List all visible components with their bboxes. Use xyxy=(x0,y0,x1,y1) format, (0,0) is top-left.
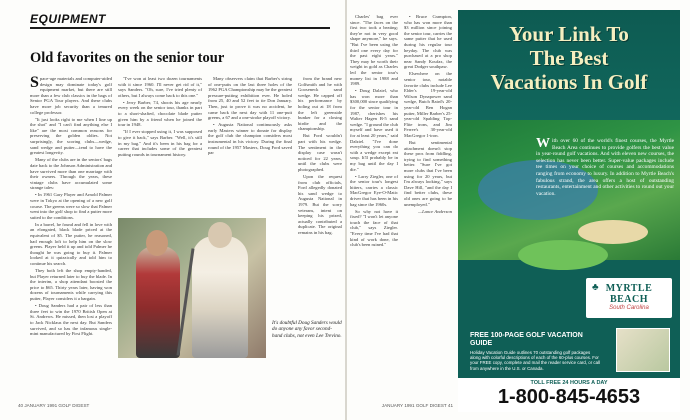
paragraph: • Doug Dalziel, who has won more than $300,000 since qualifying for the senior tour in 1987, cherishes his Walter Hagen B-5 sand wedge. "I ground the club myself and have used it for at least 20 years," said Dalziel. "I've done everything you can do with a wedge except eat soup. It'll probably be in my bag until the day I die." xyxy=(350,88,398,172)
putting-green xyxy=(518,240,608,270)
paragraph: • Larry Ziegler, one of the senior tour's longest hitters, carries a classic MacGregor Eye-O-Matic driver that has been in his bag since the 1960s. xyxy=(350,173,398,207)
toll-free-label: TOLL FREE 24 HOURS A DAY xyxy=(530,380,608,386)
paragraph: • Bruce Crampton, who has won more than $3 million since joining the senior tour, carries the same putter that he used during his regular tour heyday. The club was purchased at a pro shop near Sandy Koufax, the great Dodger southpaw. xyxy=(404,14,452,70)
photo-caption: It's doubtful Doug Sanders would do anyone any favor second-hand clubs, not even Lee Trevino. xyxy=(272,320,342,339)
phone-number[interactable]: 1-800-845-4653 xyxy=(497,386,641,408)
section-label: EQUIPMENT xyxy=(30,12,106,26)
golfers-photo xyxy=(118,218,266,358)
right-column-1 xyxy=(350,14,398,399)
paragraph: "It just looks right to me when I line up the shot" and "I can't find anything else I like" are the most common reasons for preserving the golden oldies. Not surprisingly, the scoring clubs—wedge, sand wedge and putter—tend to have the greatest longevity. xyxy=(30,116,112,156)
golfer-figure xyxy=(192,236,248,358)
paragraph: • In 1961 Gary Player and Arnold Palmer were in Tokyo at the opening of a new golf course. The greens were so slow that Palmer went into the golf shop to find a putter more suited to the conditions. xyxy=(30,192,112,220)
guide-title: FREE 100-PAGE GOLF VACATION GUIDE xyxy=(470,332,583,347)
golfer-head xyxy=(208,222,232,248)
logo-sub-text: South Carolina xyxy=(609,305,649,311)
myrtle-beach-advertisement xyxy=(458,10,680,412)
ad-drop-cap: W xyxy=(536,136,550,151)
article-byline: —Lance Anderson xyxy=(418,208,452,214)
paragraph: But sentimental attachment doesn't stop these pros from fiddling, trying to find something better. "Sure I've got more clubs that I've been using for 20 years, but I'm always looking," says Dave Hill, "and the day I find better clubs, these old ones are going to be unemployed." xyxy=(404,140,452,207)
article-column-4 xyxy=(298,76,342,396)
headline-text: Old favorites on the senior tour xyxy=(30,50,225,66)
section-rule xyxy=(30,27,330,29)
paragraph: Many observers claim that Barber's string of one-putts on the last three holes of the 1962 PGA Championship may be the greatest pressure-putting exhibition ever. He holed from 25, 40 and 52 feet to tie Don January. Then, just to prove it was no accident, he came back the next day with 11 one-putt greens, a 67 and a one-stroke playoff victory. xyxy=(208,76,292,121)
paragraph: "I've won at least two dozen tournaments with it since 1960. I'll never get rid of it," says Sanders. "Oh, sure, I've tried plenty of others, but I always come back to this one." xyxy=(118,76,202,98)
paragraph: Upon the request from club officials, Ford allegedly donated his sand wedge to Augusta National in 1979. But the sorry veterans, intent on keeping his prized, actually contributed a duplicate. The original remains in his bag. xyxy=(298,174,342,236)
section-header xyxy=(30,12,330,28)
paragraph: from the brand new Golfsmith and he with Gooseneck sand wedge. He capped off his performance by holing out at 18 from the left greenside bunker for a closing birdie and the championship. xyxy=(298,76,342,132)
ad-guide-offer xyxy=(470,332,602,371)
paragraph: Space-age materials and computer-aided design may dominate today's golf equipment market, but there are still more than a few club classics in the bags of Senior PGA Tour players. And these clubs have more job security than a tenured college professor. xyxy=(30,74,112,115)
ad-body-copy: With over 60 of the world's finest courses, the Myrtle Beach Area continues to provide golfers the best value in year-round golf vacations. And with eleven new courses, the selection has never been better. Super-value packages include tee times on your choice of courses and accommodations ranging from economy to luxury. In addition to Myrtle Beach's fabulous strand, the area offers a host of outstanding restaurants, entertainment and other activities to round out your vacation. xyxy=(536,136,674,197)
paragraph: • Doug Sanders had a pair of less than three feet to win the 1970 British Open at St. Andrews. He missed, then lost a playoff to Jack Nicklaus the next day. But Sanders survived, and so has the infamous single-mint manufactured by First Flight. xyxy=(30,303,112,337)
article-column-3 xyxy=(208,76,292,216)
sand-trap xyxy=(578,220,648,244)
logo-main-text: MYRTLE BEACH xyxy=(605,283,653,305)
ad-headline xyxy=(458,22,680,94)
guide-body: Holiday Vacation Guide outlines 70 outstanding golf packages along with colorful descriptions of each of the 60-plus courses. For your FREE copy, complete and mail the reader service card, or call from anywhere in the U.S. or Canada. xyxy=(470,350,600,371)
ad-headline-line: Your Link To xyxy=(509,22,629,46)
paragraph: "If I ever stopped using it, I was supposed to give it back," says Barber. "Well, it's still in my bag." And it's been in his bag for a career that includes some of the greatest putting rounds in tournament history. xyxy=(118,129,202,157)
paragraph: • Jerry Barber, 74, shoots his age nearly every week on the senior tour, thanks in part to a short-shafted, chocolate blade putter given him by a friend when he joined the tour in 1948. xyxy=(118,99,202,128)
ad-phone-bar xyxy=(458,378,680,412)
page-gutter xyxy=(345,0,347,420)
myrtle-beach-logo xyxy=(586,278,672,318)
brochure-image xyxy=(616,328,670,372)
paragraph: They both left the shop empty-handed, but Player returned later to buy the blade. In the interim, a shop attendant boosted the price to $65. Thirty years later, having won dozens of tournaments while carrying this putter, Player considers it a bargain. xyxy=(30,268,112,302)
drop-cap: S xyxy=(30,74,39,91)
paragraph: But Ford wouldn't part with his wedge. The sentiment in the display case wasn't noticed for 22 years, until the clubs were photographed. xyxy=(298,133,342,172)
right-column-2 xyxy=(404,14,452,399)
article-column-2 xyxy=(118,76,202,216)
golfer-figure xyxy=(136,246,180,358)
palm-tree-icon: ♣ xyxy=(592,282,599,293)
ad-headline-line: The Best xyxy=(529,46,609,70)
paragraph: • Augusta National continuously asks early Masters winner to donate for display the golf club the champion considers most instrumental in his victory. During the final round of the 1957 Masters, Doug Ford saved par xyxy=(208,122,292,156)
paragraph: Many of the clubs are in the seniors' bags date back to the Johnson Administration and have survived more than one marriage with their owners. Through the years, these vintage clubs have accumulated some strange tales: xyxy=(30,157,112,191)
page-folio-right: JANUARY 1991 GOLF DIGEST 41 xyxy=(381,403,453,408)
page-folio-left: 40 JANUARY 1991 GOLF DIGEST xyxy=(18,403,90,408)
paragraph: So why not have it fixed? "I won't let anyone touch the face of that club," says Ziegler. "Every time I've had that kind of work done, the club's been ruined." xyxy=(350,208,398,248)
ad-headline-line: Vacations In Golf xyxy=(490,70,648,94)
paragraph: Charles' bag ever since. "The faces on the first two took a beating; they're not in very good shape anymore," he says. "But I've been using the third one every day for the past eight years." They may be worth their weight in gold as Charles led the senior tour's money list in 1988 and 1989. xyxy=(350,14,398,87)
article-column-1 xyxy=(30,76,112,386)
golfer-head xyxy=(146,230,168,256)
paragraph: In a barrel, he found and fell in love with an elongated, black blade priced at the equivalent of $5. The putter, he reasoned, had enough loft to help him on the slow greens. Player held it up and told Palmer he thought he was going to buy it. Palmer looked at it quizzically and told him to continue his search. xyxy=(30,221,112,266)
paragraph: Elsewhere on the senior tour, notable favorite clubs include Lee Elder's 19-year-old Wilson Dynapower sand wedge, Butch Baird's 20-year-old Ben Hogan putter, Miller Barber's 25-year-old Spalding Top-Flite irons, and Jim Ferree's 30-year-old MacGregor 1-iron. xyxy=(404,71,452,138)
